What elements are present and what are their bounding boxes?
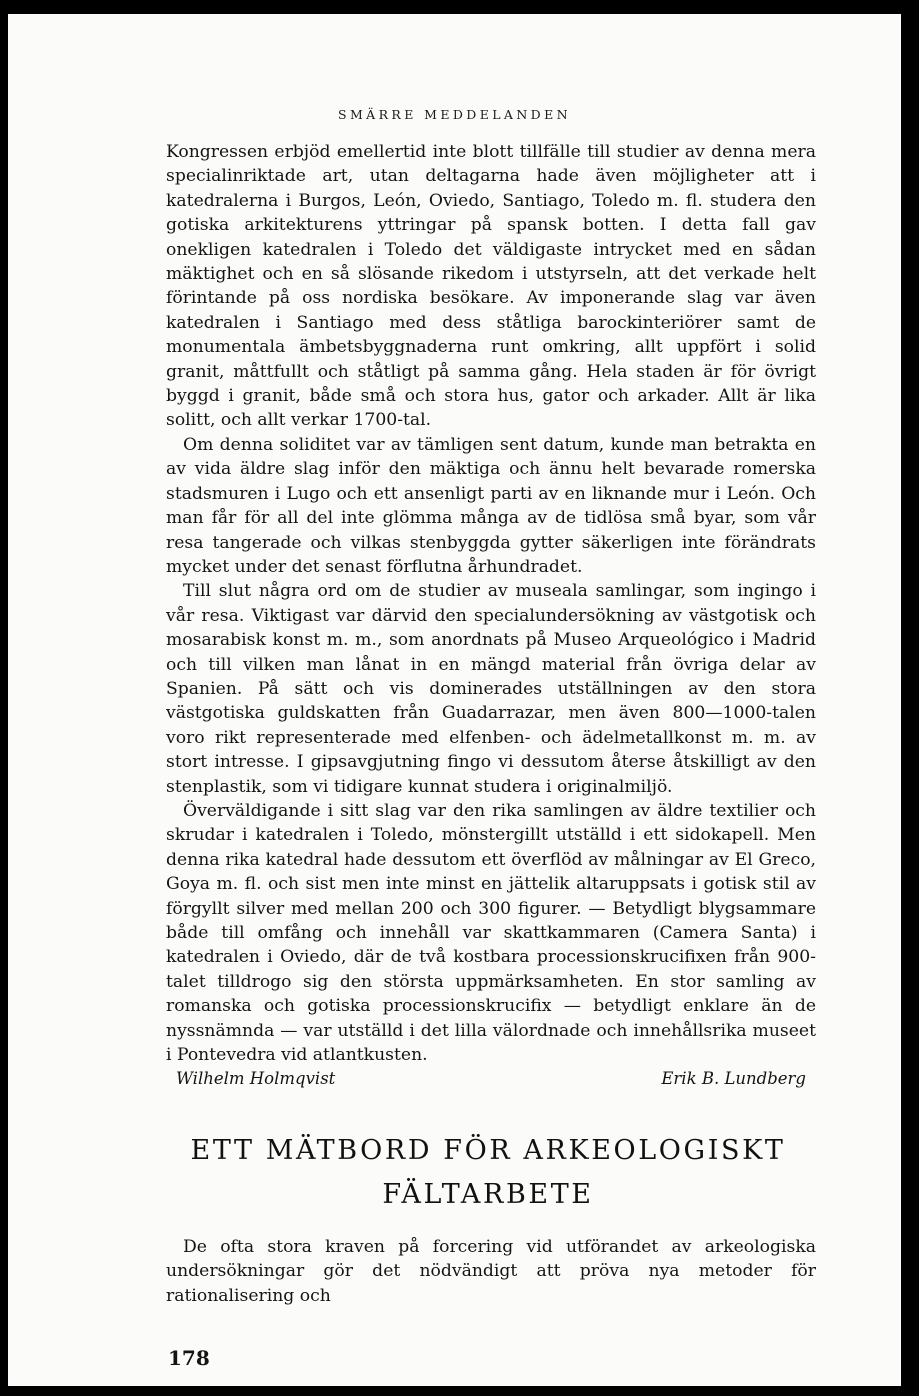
document-page xyxy=(8,14,901,1386)
paragraph: Överväldigande i sitt slag var den rika samlingen av äldre textilier och skrudar i katedralen i Toledo, mönstergillt utställd i ett sidokapell. Men denna rika katedral hade dessutom ett överflöd av målningar av El Greco, Goya m. fl. och sist men inte minst en jättelik altaruppsats i gotisk stil av förgyllt silver med mellan 200 och 300 figurer. — Betydligt blygsammare både till omfång och innehåll var skattkammaren (Camera Santa) i katedralen i Oviedo, där de två kostbara processionskrucifixen från 900-talet tilldrogo sig den största uppmärksamheten. En stor samling av romanska och gotiska processionskrucifix — betydligt enklare än de nyssnämnda — var utställd i det lilla välordnade och innehållsrika museet i Pontevedra vid atlantkusten. xyxy=(166,800,816,1066)
running-head: SMÄRRE MEDDELANDEN xyxy=(338,107,571,122)
article-title-line: ETT MÄTBORD FÖR ARKEOLOGISKT xyxy=(190,1135,786,1166)
page-number: 178 xyxy=(168,1346,210,1370)
article-title xyxy=(138,1129,838,1217)
paragraph: De ofta stora kraven på forcering vid utförandet av arkeologiska undersökningar gör det nödvändigt att pröva nya metoder för rationalisering och xyxy=(166,1237,816,1306)
article-intro xyxy=(166,1235,816,1308)
paragraph: Kongressen erbjöd emellertid inte blott tillfälle till studier av denna mera specialinriktade art, utan deltagarna hade även möjligheter att i katedralerna i Burgos, León, Oviedo, Santiago, Toledo m. fl. studera den gotiska arkitekturens yttringar på spansk botten. I detta fall gav onekligen katedralen i Toledo det väldigaste intrycket med en sådan mäktighet och en så slösande rikedom i utstyrseln, att det verkade helt förintande på oss nordiska besökare. Av imponerande slag var även katedralen i Santiago med dess ståtliga barockinteriörer samt de monumentala ämbetsbyggnaderna runt omkring, allt uppfört i solid granit, måttfullt och ståtligt på samma gång. Hela staden är för övrigt byggd i granit, både små och stora hus, gator och arkader. Allt är lika solitt, och allt verkar 1700-tal. xyxy=(166,142,816,431)
author-signatures xyxy=(176,1069,806,1088)
paragraph: Till slut några ord om de studier av museala samlingar, som ingingo i vår resa. Viktigast var därvid den specialundersökning av västgotisk och mosarabisk konst m. m., som anordnats på Museo Arqueológico i Madrid och till vilken man lånat in en mängd material från övriga delar av Spanien. På sätt och vis dominerades utställningen av den stora västgotiska guldskatten från Guadarrazar, men även 800—1000-talen voro rikt representerade med elfenben- och ädelmetallkonst m. m. av stort intresse. I gipsavgjutning fingo vi dessutom återse åtskilligt av den stenplastik, som vi tidigare kunnat studera i originalmiljö. xyxy=(166,581,816,797)
author-right: Erik B. Lundberg xyxy=(661,1069,806,1088)
author-left: Wilhelm Holmqvist xyxy=(176,1069,336,1088)
report-body xyxy=(166,140,816,1067)
article-title-line: FÄLTARBETE xyxy=(382,1179,594,1210)
paragraph: Om denna soliditet var av tämligen sent datum, kunde man betrakta en av vida äldre slag inför den mäktiga och ännu helt bevarade romerska stadsmuren i Lugo och ett ansenligt parti av en liknande mur i León. Och man får för all del inte glömma många av de tidlösa små byar, som vår resa tangerade och vilkas stenbyggda gytter säkerligen inte förändrats mycket under det senast förflutna århundradet. xyxy=(166,434,816,577)
